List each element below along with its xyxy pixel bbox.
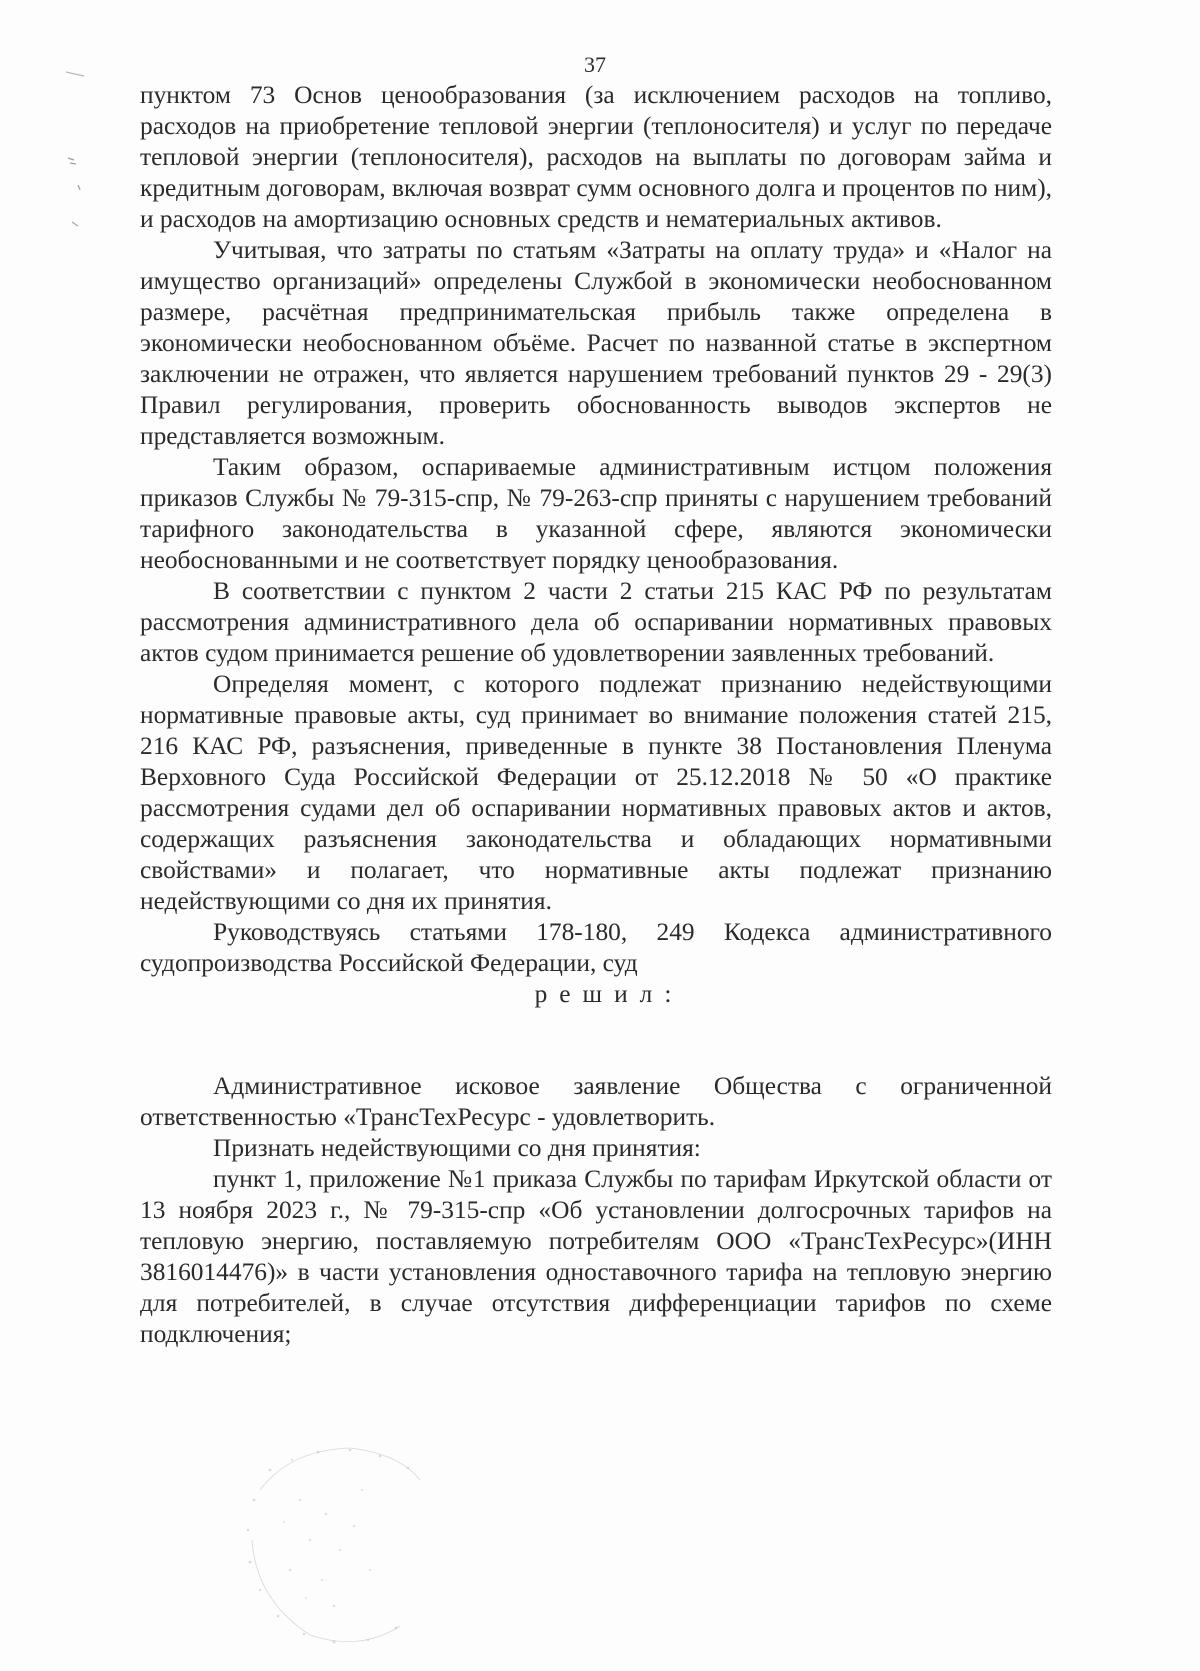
paragraph-2: Учитывая, что затраты по статьям «Затраты на оплату труда» и «Налог на имущество организаций» определены Службой в экономически необоснованном размере, расчётная предпринимательская прибыль также определена в экономически необоснованном объёме. Расчет по названной статье в экспертном заключении не отражен, что является нарушением требований пунктов 29 - 29(3) Правил регулирования, проверить обоснованность выводов экспертов не представляется возможным. (140, 236, 1052, 450)
paragraph-4: В соответствии с пунктом 2 части 2 статьи 215 КАС РФ по результатам рассмотрения административного дела об оспаривании нормативных правовых актов судом принимается решение об удовлетворении заявленных требований. (140, 577, 1052, 667)
faded-seal-stamp (230, 1430, 460, 1660)
document-body (140, 80, 1052, 1350)
paragraph-1: пунктом 73 Основ ценообразования (за исключением расходов на топливо, расходов на приобретение тепловой энергии (теплоносителя) и услуг по передаче тепловой энергии (теплоносителя), расходов на выплаты по договорам займа и кредитным договорам, включая возврат сумм основного долга и процентов по ним), и расходов на амортизацию основных средств и нематериальных активов. (140, 81, 1052, 233)
paragraph-6: Руководствуясь статьями 178-180, 249 Кодекса административного судопроизводства Российской Федерации, суд (140, 918, 1052, 977)
margin-scan-marks (62, 60, 102, 240)
decision-heading: решил: (534, 980, 684, 1008)
resolution-1: Административное исковое заявление Общества с ограниченной ответственностью «ТрансТехРесурс - удовлетворить. (140, 1072, 1052, 1131)
page-number: 37 (584, 52, 606, 77)
paragraph-3: Таким образом, оспариваемые административным истцом положения приказов Службы № 79-315-спр, № 79-263-спр приняты с нарушением требований тарифного законодательства в указанной сфере, являются экономически необоснованными и не соответствует порядку ценообразования. (140, 453, 1052, 574)
resolution-2: Признать недействующими со дня принятия: (213, 1134, 701, 1162)
resolution-3: пункт 1, приложение №1 приказа Службы по тарифам Иркутской области от 13 ноября 2023 г., № 79-315-спр «Об установлении долгосрочных тарифов на тепловую энергию, поставляемую потребителям ООО «ТрансТехРесурс»(ИНН 3816014476)» в части установления одноставочного тарифа на тепловую энергию для потребителей, в случае отсутствия дифференциации тарифов по схеме подключения; (140, 1165, 1052, 1348)
paragraph-5: Определяя момент, с которого подлежат признанию недействующими нормативные правовые акты, суд принимает во внимание положения статей 215, 216 КАС РФ, разъяснения, приведенные в пункте 38 Постановления Пленума Верховного Суда Российской Федерации от 25.12.2018 № 50 «О практике рассмотрения судами дел об оспаривании нормативных правовых актов и актов, содержащих разъяснения законодательства и обладающих нормативными свойствами» и полагает, что нормативные акты подлежат признанию недействующими со дня их принятия. (140, 670, 1052, 915)
